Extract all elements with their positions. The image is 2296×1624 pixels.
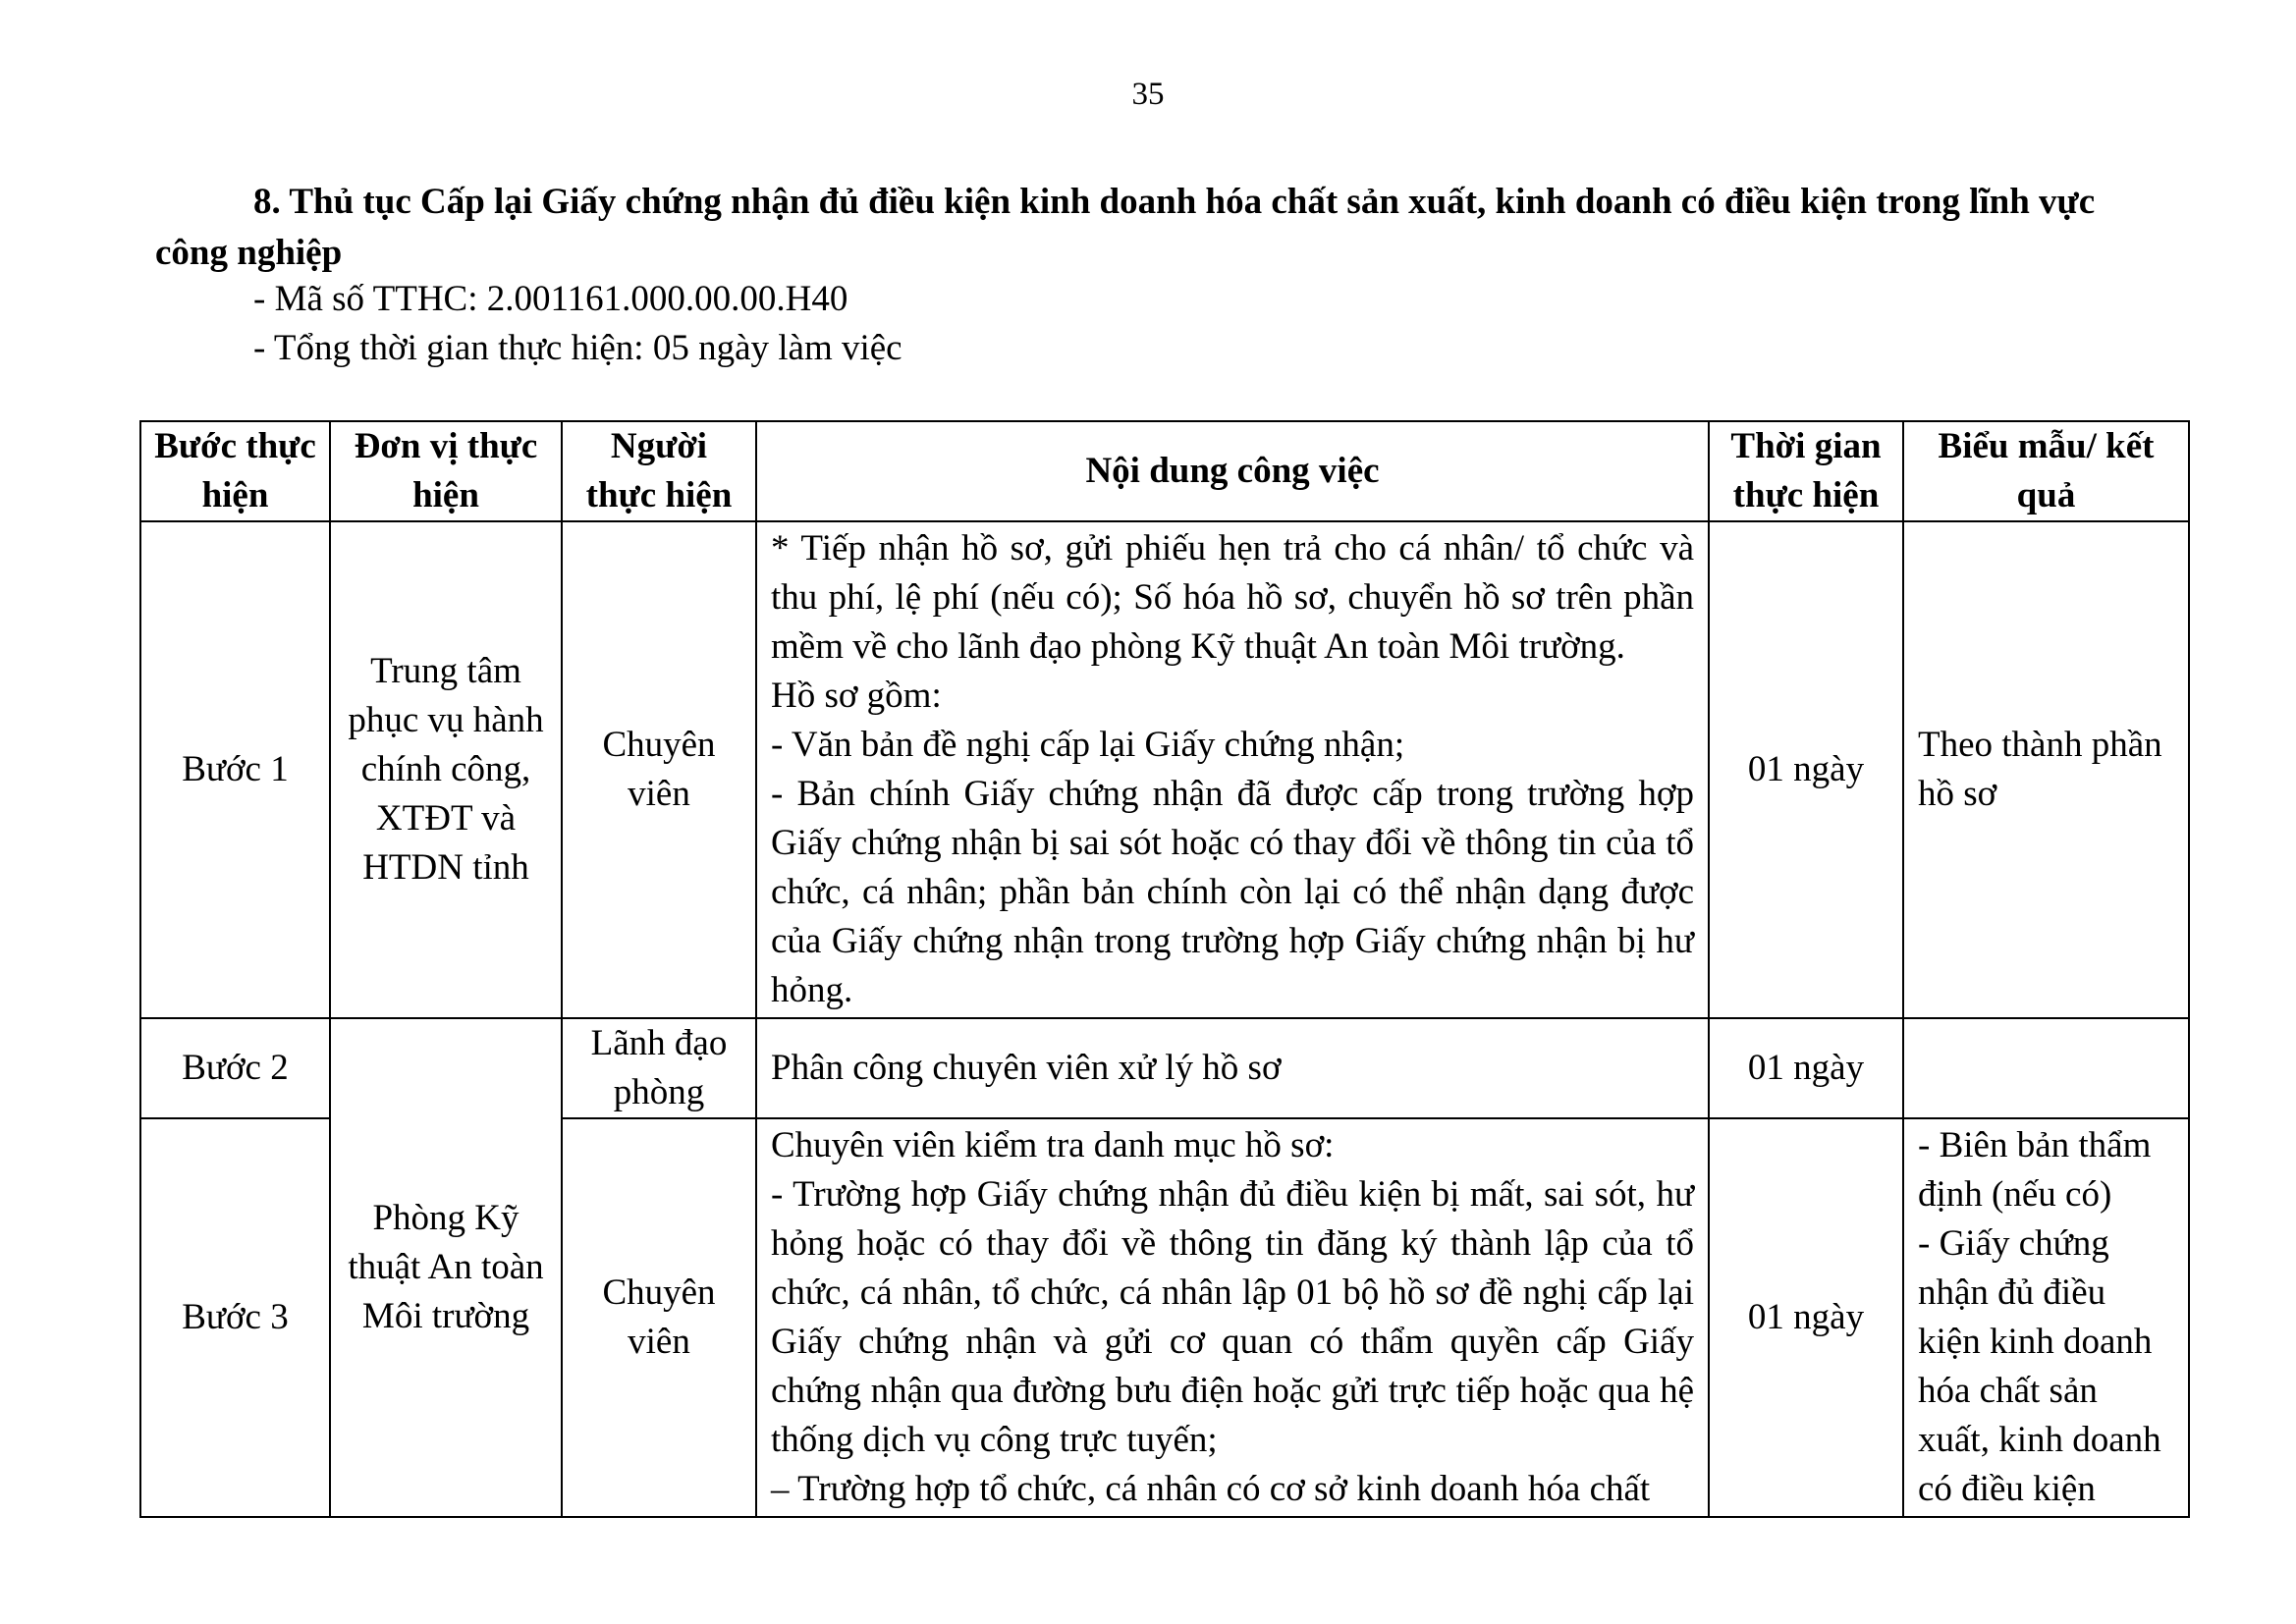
header-person: Người thực hiện — [562, 421, 756, 521]
step-cell: Bước 2 — [140, 1018, 330, 1118]
total-time: - Tổng thời gian thực hiện: 05 ngày làm việc — [253, 328, 902, 368]
heading-text: 8. Thủ tục Cấp lại Giấy chứng nhận đủ điều kiện kinh doanh hóa chất sản xuất, kinh doanh có điều kiện trong lĩnh vực công nghiệp — [155, 182, 2096, 273]
form-cell: Theo thành phần hồ sơ — [1903, 521, 2189, 1018]
form-cell — [1903, 1018, 2189, 1118]
time-cell: 01 ngày — [1709, 521, 1903, 1018]
person-cell: Chuyên viên — [562, 1118, 756, 1517]
content-cell — [756, 521, 1709, 1018]
content-cell — [756, 1018, 1709, 1118]
table-row — [140, 521, 2189, 1018]
time-cell: 01 ngày — [1709, 1118, 1903, 1517]
header-unit: Đơn vị thực hiện — [330, 421, 562, 521]
content-line: - Văn bản đề nghị cấp lại Giấy chứng nhận; — [771, 725, 1405, 765]
form-line: - Giấy chứng nhận đủ điều kiện kinh doanh hóa chất sản xuất, kinh doanh có điều kiện — [1918, 1223, 2161, 1509]
content-line: - Bản chính Giấy chứng nhận đã được cấp trong trường hợp Giấy chứng nhận bị sai sót hoặc có thay đổi về thông tin của tổ chức, cá nhân; phần bản chính còn lại có thể nhận dạng được của Giấy chứng nhận trong trường hợp Giấy chứng nhận bị hư hỏng. — [771, 774, 1694, 1010]
header-step: Bước thực hiện — [140, 421, 330, 521]
unit-cell: Phòng Kỹ thuật An toàn Môi trường — [330, 1018, 562, 1517]
content-cell — [756, 1118, 1709, 1517]
page-number: 35 — [1131, 77, 1165, 112]
step-cell: Bước 1 — [140, 521, 330, 1018]
content-line: - Trường hợp Giấy chứng nhận đủ điều kiện bị mất, sai sót, hư hỏng hoặc có thay đổi về thông tin đăng ký thành lập của tổ chức, cá nhân, tổ chức, cá nhân lập 01 bộ hồ sơ đề nghị cấp lại Giấy chứng nhận và gửi cơ quan có thẩm quyền cấp Giấy chứng nhận qua đường bưu điện hoặc gửi trực tiếp hoặc qua hệ thống dịch vụ công trực tuyến; — [771, 1174, 1694, 1460]
content-line: Hồ sơ gồm: — [771, 676, 942, 716]
table-header-row — [140, 421, 2189, 521]
header-time: Thời gian thực hiện — [1709, 421, 1903, 521]
section-heading — [155, 177, 2153, 279]
header-form: Biểu mẫu/ kết quả — [1903, 421, 2189, 521]
person-cell: Lãnh đạo phòng — [562, 1018, 756, 1118]
form-cell — [1903, 1118, 2189, 1517]
content-line: * Tiếp nhận hồ sơ, gửi phiếu hẹn trả cho cá nhân/ tổ chức và thu phí, lệ phí (nếu có); Số hóa hồ sơ, chuyển hồ sơ trên phần mềm về cho lãnh đạo phòng Kỹ thuật An toàn Môi trường. — [771, 528, 1694, 667]
time-cell: 01 ngày — [1709, 1018, 1903, 1118]
procedure-table — [139, 420, 2190, 1518]
step-cell: Bước 3 — [140, 1118, 330, 1517]
form-line: - Biên bản thẩm định (nếu có) — [1918, 1125, 2152, 1215]
procedure-code: - Mã số TTHC: 2.001161.000.00.00.H40 — [253, 279, 848, 319]
content-line: Chuyên viên kiểm tra danh mục hồ sơ: — [771, 1125, 1335, 1165]
person-cell: Chuyên viên — [562, 521, 756, 1018]
unit-cell: Trung tâm phục vụ hành chính công, XTĐT và HTDN tỉnh — [330, 521, 562, 1018]
content-line: – Trường hợp tổ chức, cá nhân có cơ sở kinh doanh hóa chất — [771, 1469, 1651, 1509]
table-row — [140, 1018, 2189, 1118]
header-content: Nội dung công việc — [756, 421, 1709, 521]
content-line: Phân công chuyên viên xử lý hồ sơ — [771, 1048, 1282, 1088]
